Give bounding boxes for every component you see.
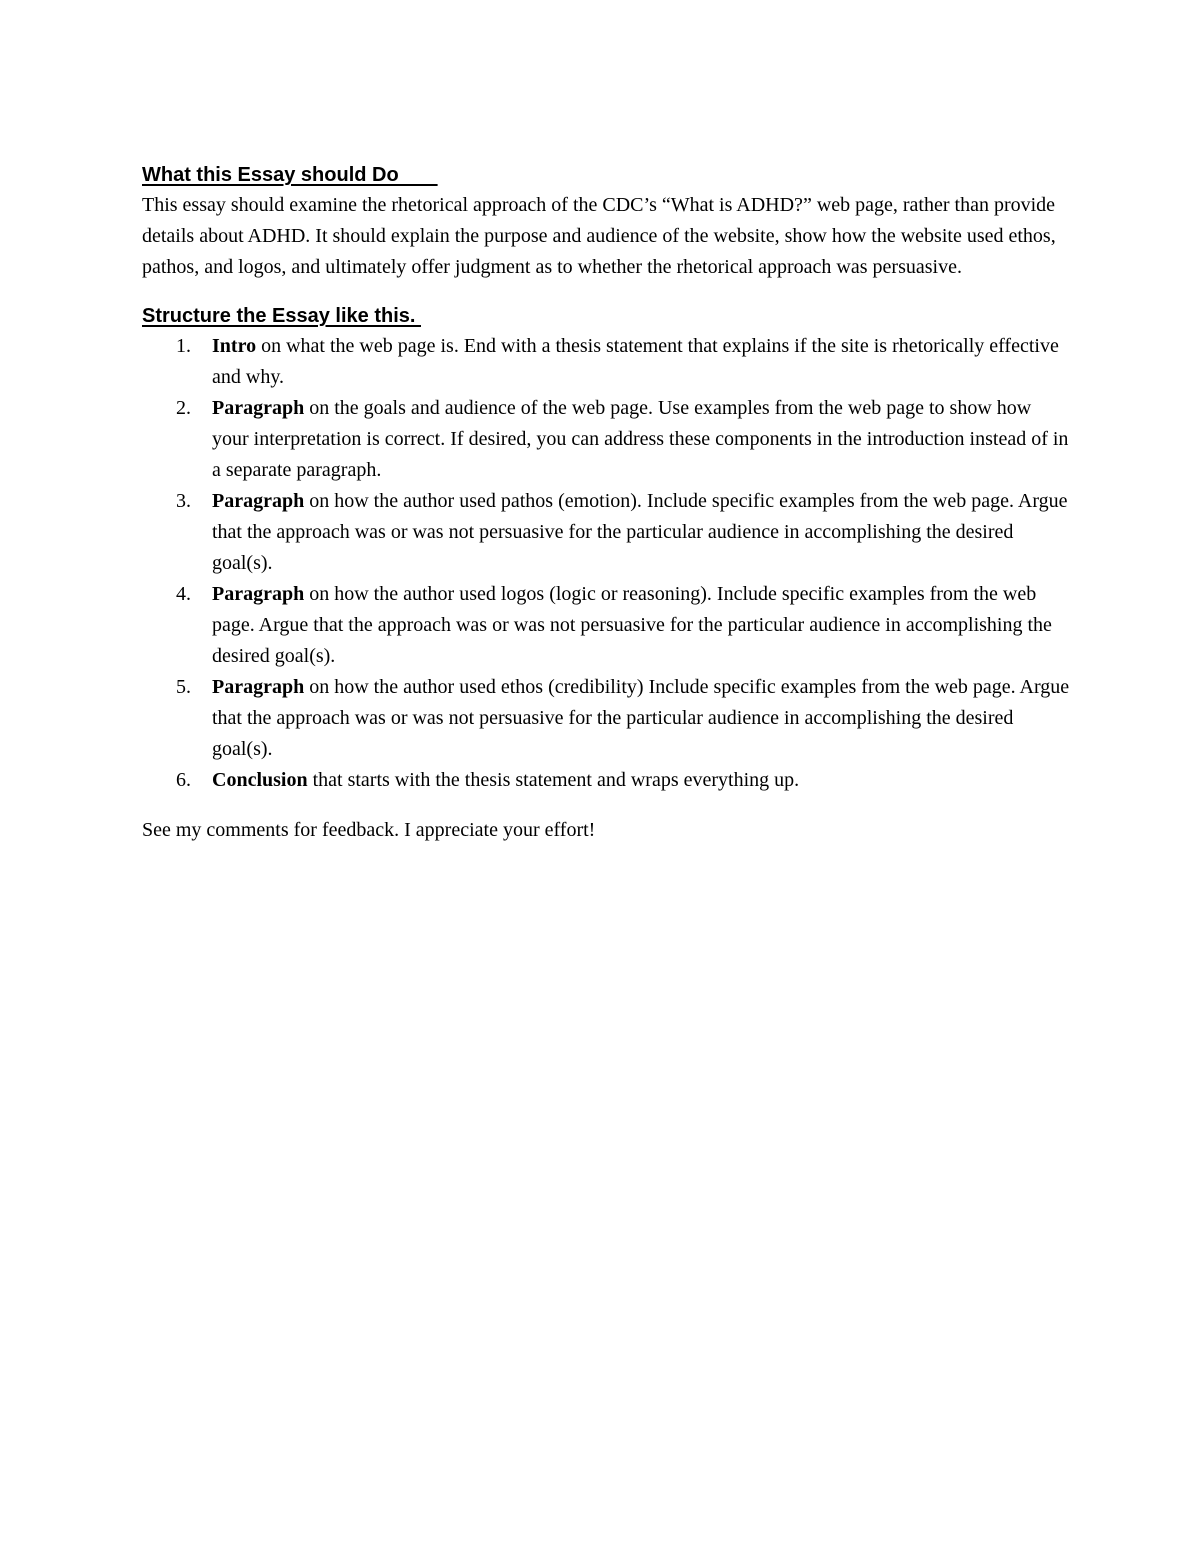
list-item [142,393,1072,486]
list-number: 5. [176,676,191,698]
list-item [142,579,1072,672]
closing-note: See my comments for feedback. I appreciate your effort! [142,819,596,841]
list-number: 3. [176,490,191,512]
list-item-text: on what the web page is. End with a thesis statement that explains if the site is rhetorically effective and why. [212,335,1059,388]
list-item-keyword: Paragraph [212,490,305,512]
list-number: 6. [176,769,191,791]
list-item-keyword: Paragraph [212,583,305,605]
list-item-keyword: Conclusion [212,769,308,791]
section-heading-purpose: What this Essay should Do [142,164,438,186]
list-number: 2. [176,397,191,419]
purpose-paragraph: This essay should examine the rhetorical approach of the CDC’s “What is ADHD?” web page, rather than provide details about ADHD. It should explain the purpose and audience of the website, show how the website used ethos, pathos, and logos, and ultimately offer judgment as to whether the rhetorical approach was persuasive. [142,194,1056,278]
list-item-text: on the goals and audience of the web page. Use examples from the web page to show how your interpretation is correct. If desired, you can address these components in the introduction instead of in a separate paragraph. [212,397,1069,481]
document-page [142,158,1072,846]
list-item-text: on how the author used ethos (credibility) Include specific examples from the web page. Argue that the approach was or was not persuasive for the particular audience in accomplishing the desired goal(s). [212,676,1070,760]
list-item-keyword: Paragraph [212,676,305,698]
section-heading-structure: Structure the Essay like this. [142,305,421,327]
list-item-keyword: Intro [212,335,257,357]
list-number: 1. [176,335,191,357]
list-item-text: on how the author used pathos (emotion). Include specific examples from the web page. Argue that the approach was or was not persuasive for the particular audience in accomplishing the desired goal(s). [212,490,1068,574]
list-item [142,672,1072,765]
list-number: 4. [176,583,191,605]
list-item-keyword: Paragraph [212,397,305,419]
structure-list [142,331,1072,796]
list-item [142,765,1072,796]
list-item [142,486,1072,579]
list-item [142,331,1072,393]
list-item-text: on how the author used logos (logic or reasoning). Include specific examples from the web page. Argue that the approach was or was not persuasive for the particular audience in accomplishing the desired goal(s). [212,583,1052,667]
list-item-text: that starts with the thesis statement and wraps everything up. [307,769,800,791]
